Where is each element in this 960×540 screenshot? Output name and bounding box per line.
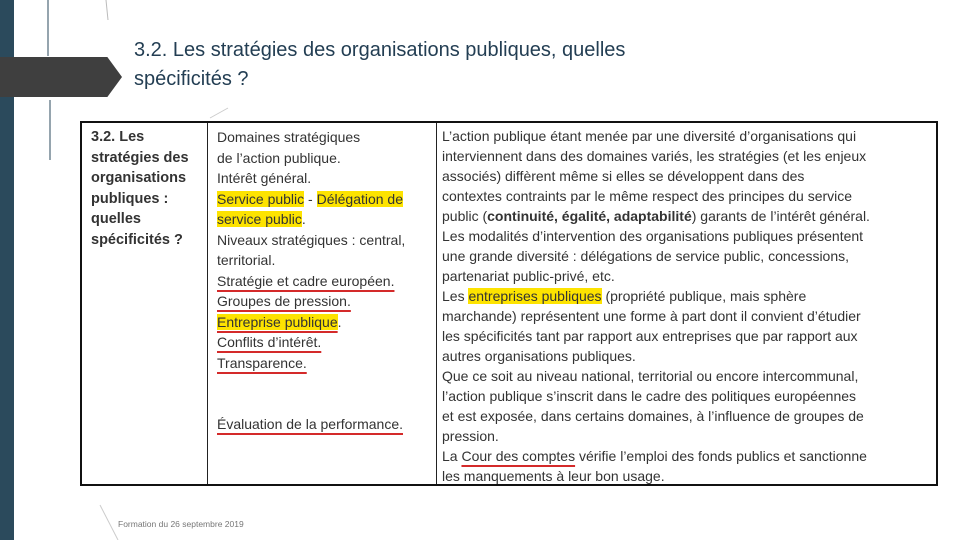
topic-line: publiques : bbox=[91, 190, 169, 207]
content-table bbox=[80, 121, 938, 486]
description-line: Que ce soit au niveau national, territorial ou encore intercommunal, bbox=[442, 368, 859, 384]
keyword-line bbox=[217, 291, 433, 312]
description-line: La Cour des comptes vérifie l’emploi des fonds publics et sanctionne bbox=[442, 448, 867, 464]
underlined-term: Conflits d’intérêt. bbox=[217, 334, 322, 350]
spacer bbox=[217, 373, 433, 414]
description-line: L’action publique étant menée par une diversité d’organisations qui bbox=[442, 128, 857, 144]
highlighted-term: Service public bbox=[217, 190, 305, 207]
description-line: l’action publique s’inscrit dans le cadre des politiques européennes bbox=[442, 388, 857, 404]
keyword-line: Domaines stratégiques bbox=[217, 129, 361, 145]
title-tab-shape bbox=[0, 57, 122, 97]
description-column bbox=[442, 126, 938, 486]
keyword-line: territorial. bbox=[217, 252, 276, 268]
keyword-line: Service public - Délégation de bbox=[217, 190, 404, 207]
keyword-line bbox=[217, 414, 433, 435]
description-line: les spécificités tant par rapport aux entreprises que par rapport aux bbox=[442, 328, 858, 344]
underlined-term: Cour des comptes bbox=[461, 448, 576, 464]
topic-line: organisations bbox=[91, 170, 187, 186]
description-line: Les entreprises publiques (propriété publique, mais sphère bbox=[442, 288, 807, 304]
description-line: les manquements à leur bon usage. bbox=[442, 468, 665, 484]
description-line: une grande diversité : délégations de service public, concessions, bbox=[442, 248, 850, 264]
description-line: marchande) représentent une forme à part dont il convient d’étudier bbox=[442, 308, 861, 324]
keyword-line bbox=[217, 332, 433, 353]
keyword-line: Intérêt général. bbox=[217, 170, 312, 186]
bold-principles: continuité, égalité, adaptabilité bbox=[487, 208, 692, 224]
title-line-1: 3.2. Les stratégies des organisations publiques, quelles bbox=[134, 39, 626, 61]
description-line: autres organisations publiques. bbox=[442, 348, 636, 364]
description-line: Les modalités d’intervention des organisations publiques présentent bbox=[442, 228, 864, 244]
highlighted-term: entreprises publiques bbox=[468, 288, 602, 304]
keyword-line: de l’action publique. bbox=[217, 149, 341, 166]
description-line: et est exposée, dans certains domaines, à l’influence de groupes de bbox=[442, 408, 864, 424]
highlighted-term: Entreprise publique bbox=[217, 313, 338, 330]
topic-line: quelles bbox=[91, 211, 141, 227]
underlined-term: Stratégie et cadre européen. bbox=[217, 272, 395, 289]
column-divider-2 bbox=[436, 123, 437, 484]
highlighted-term: Délégation de bbox=[316, 190, 404, 207]
topic-column bbox=[91, 127, 201, 250]
keyword-line bbox=[217, 271, 433, 292]
description-line: public (continuité, égalité, adaptabilité) garants de l’intérêt général. bbox=[442, 208, 870, 224]
underlined-term: Groupes de pression. bbox=[217, 293, 351, 309]
title-line-2: spécificités ? bbox=[134, 68, 249, 90]
description-line: interviennent dans des domaines variés, les stratégies (et les enjeux bbox=[442, 148, 867, 164]
description-line: contextes contraints par le même respect des principes du service bbox=[442, 188, 853, 204]
description-line: associés) diffèrent même si elles se développent dans des bbox=[442, 168, 805, 184]
topic-line: spécificités ? bbox=[91, 231, 183, 248]
underlined-term: Évaluation de la performance. bbox=[217, 416, 403, 432]
topic-line: stratégies des bbox=[91, 149, 189, 166]
underlined-term: Transparence. bbox=[217, 354, 307, 371]
topic-line: 3.2. Les bbox=[91, 129, 145, 145]
description-line: partenariat public-privé, etc. bbox=[442, 268, 615, 284]
description-line: pression. bbox=[442, 428, 499, 444]
keyword-line bbox=[217, 353, 433, 374]
column-divider-1 bbox=[207, 123, 208, 484]
keyword-line: Entreprise publique. bbox=[217, 313, 342, 330]
keywords-column bbox=[217, 127, 433, 435]
keyword-line: Niveaux stratégiques : central, bbox=[217, 231, 406, 248]
highlighted-term: service public bbox=[217, 211, 302, 227]
keyword-line: service public. bbox=[217, 211, 306, 227]
slide-footer: Formation du 26 septembre 2019 bbox=[118, 519, 244, 529]
slide-title bbox=[134, 36, 924, 94]
